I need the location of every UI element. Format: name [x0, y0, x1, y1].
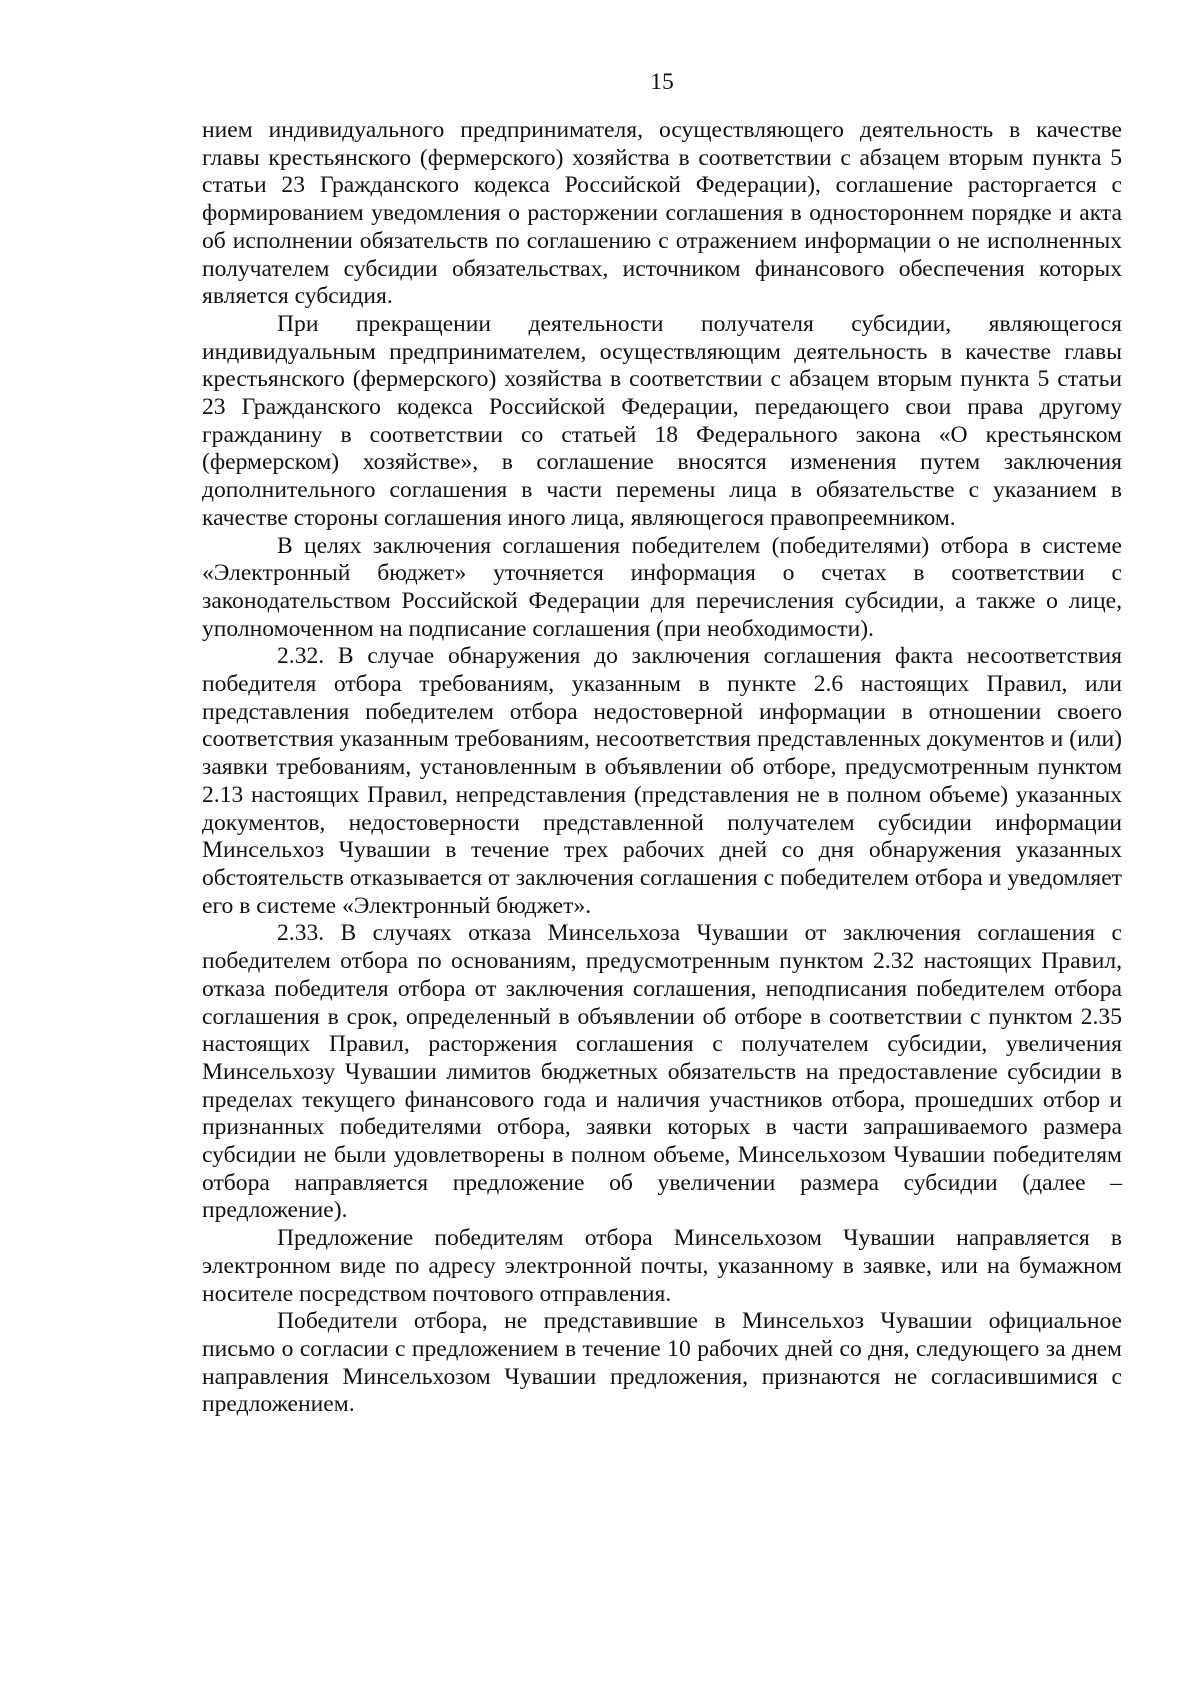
paragraph-continuation: нием индивидуального предпринимателя, осуществляющего деятельность в качестве главы крестьянского (фермерского) хозяйства в соответствии с абзацем вторым пункта 5 статьи 23 Гражданского кодекса Российской Федерации), соглашение расторгается с формированием уведомления о расторжении соглашения в одностороннем порядке и акта об исполнении обязательств по соглашению с отражением информации о не исполненных получателем субсидии обязательствах, источником финансового обеспечения которых является субсидия. [202, 117, 1122, 310]
document-page [202, 58, 1122, 1419]
paragraph-clause-2-33: 2.33. В случаях отказа Минсельхоза Чувашии от заключения соглашения с победителем отбора по основаниям, предусмотренным пунктом 2.32 настоящих Правил, отказа победителя отбора от заключения соглашения, неподписания победителем отбора соглашения в срок, определенный в объявлении об отборе в соответствии с пунктом 2.35 настоящих Правил, расторжения соглашения с получателем субсидии, увеличения Минсельхозу Чувашии лимитов бюджетных обязательств на предоставление субсидии в пределах текущего финансового года и наличия участников отбора, прошедших отбор и признанных победителями отбора, заявки которых в части запрашиваемого размера субсидии не были удовлетворены в полном объеме, Минсельхозом Чувашии победителям отбора направляется предложение об увеличении размера субсидии (далее – предложение). [202, 920, 1122, 1224]
paragraph-electronic-budget: В целях заключения соглашения победителем (победителями) отбора в системе «Электронный бюджет» уточняется информация о счетах в соответствии с законодательством Российской Федерации для перечисления субсидии, а также о лице, уполномоченном на подписание соглашения (при необходимости). [202, 532, 1122, 642]
paragraph-winners-response: Победители отбора, не представившие в Минсельхоз Чувашии официальное письмо о согласии с предложением в течение 10 рабочих дней со дня, следующего за днем направления Минсельхозом Чувашии предложения, признаются не согласившимися с предложением. [202, 1308, 1122, 1418]
paragraph-proposal-delivery: Предложение победителям отбора Минсельхозом Чувашии направляется в электронном виде по адресу электронной почты, указанному в заявке, или на бумажном носителе посредством почтового отправления. [202, 1225, 1122, 1307]
page-number: 15 [650, 69, 674, 95]
paragraph-clause-2-32: 2.32. В случае обнаружения до заключения соглашения факта несоответствия победителя отбора требованиям, указанным в пункте 2.6 настоящих Правил, или представления победителем отбора недостоверной информации в отношении своего соответствия указанным требованиям, несоответствия представленных документов и (или) заявки требованиям, установленным в объявлении об отборе, предусмотренным пунктом 2.13 настоящих Правил, непредставления (представления не в полном объеме) указанных документов, недостоверности представленной получателем субсидии информации Минсельхоз Чувашии в течение трех рабочих дней со дня обнаружения указанных обстоятельств отказывается от заключения соглашения с победителем отбора и уведомляет его в системе «Электронный бюджет». [202, 643, 1122, 919]
paragraph-termination-activity: При прекращении деятельности получателя субсидии, являющегося индивидуальным предпринимателем, осуществляющим деятельность в качестве главы крестьянского (фермерского) хозяйства в соответствии с абзацем вторым пункта 5 статьи 23 Гражданского кодекса Российской Федерации, передающего свои права другому гражданину в соответствии со статьей 18 Федерального закона «О крестьянском (фермерском) хозяйстве», в соглашение вносятся изменения путем заключения дополнительного соглашения в части перемены лица в обязательстве с указанием в качестве стороны соглашения иного лица, являющегося правопреемником. [202, 310, 1122, 531]
